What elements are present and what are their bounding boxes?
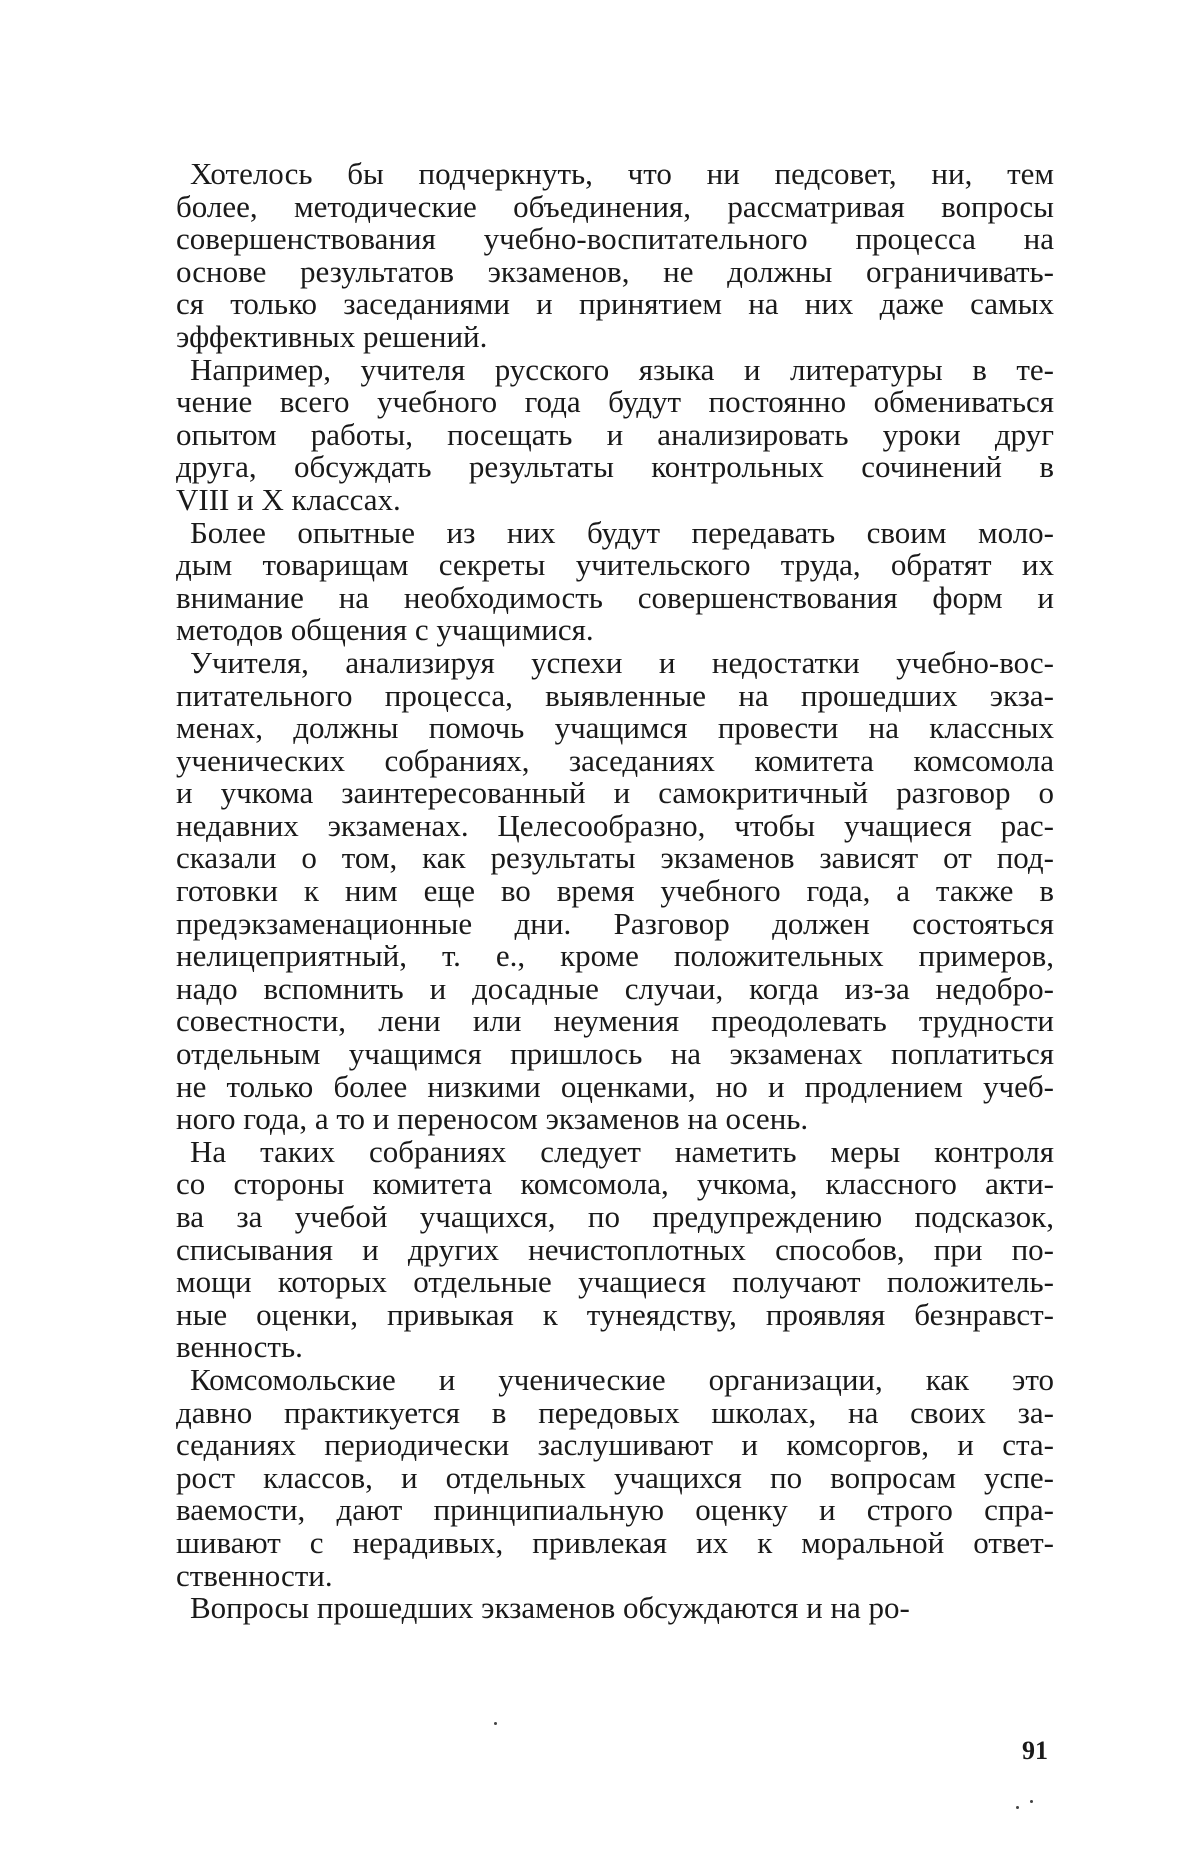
text-line: опытом работы, посещать и анализировать уроки друг	[176, 416, 1054, 452]
text-line: Например, учителя русского языка и литературы в те-	[190, 351, 1054, 387]
text-line: готовки к ним еще во время учебного года, а также в	[176, 873, 1054, 909]
text-line: менах, должны помочь учащимся провести на классных	[176, 710, 1054, 746]
text-line: Комсомольские и ученические организации, как это	[190, 1361, 1054, 1397]
text-line: ученических собраниях, заседаниях комитета комсомола	[176, 742, 1054, 778]
text-line: Хотелось бы подчеркнуть, что ни педсовет, ни, тем	[190, 156, 1054, 191]
text-line: недавних экзаменах. Целесообразно, чтобы учащиеся рас-	[176, 807, 1054, 843]
text-line: ся только заседаниями и принятием на них даже самых	[176, 286, 1054, 322]
text-line: ные оценки, привыкая к тунеядству, проявляя безнравст-	[176, 1296, 1054, 1332]
text-line: списывания и других нечистоплотных способов, при по-	[176, 1231, 1054, 1267]
text-line: На таких собраниях следует наметить меры контроля	[190, 1133, 1054, 1169]
text-line: VIII и X классах.	[176, 481, 401, 517]
print-speck	[1016, 1806, 1019, 1809]
paragraph	[176, 1133, 1054, 1365]
print-speck	[494, 1722, 497, 1725]
text-line: надо вспомнить и досадные случаи, когда из-за недобро-	[176, 970, 1054, 1006]
text-line: дым товарищам секреты учительского труда, обратят их	[176, 547, 1054, 583]
text-line: шивают с нерадивых, привлекая их к моральной ответ-	[176, 1524, 1054, 1560]
text-line: ного года, а то и переносом экзаменов на осень.	[176, 1101, 809, 1137]
text-line: мощи которых отдельные учащиеся получают положитель-	[176, 1264, 1054, 1300]
text-line: ственности.	[176, 1557, 333, 1593]
text-line: нелицеприятный, т. е., кроме положительных примеров,	[176, 938, 1054, 974]
text-line: предэкзаменационные дни. Разговор должен состояться	[176, 905, 1054, 941]
paragraph	[176, 1361, 1054, 1593]
text-line: ваемости, дают принципиальную оценку и строго спра-	[176, 1492, 1054, 1528]
text-line: более, методические объединения, рассматривая вопросы	[176, 188, 1054, 224]
text-line: Более опытные из них будут передавать своим моло-	[190, 514, 1054, 550]
paragraph	[176, 1592, 1054, 1625]
paragraph	[176, 644, 1054, 1137]
text-line: ва за учебой учащихся, по предупреждению подсказок,	[176, 1199, 1054, 1234]
text-line: не только более низкими оценками, но и продлением учеб-	[176, 1068, 1054, 1104]
text-line: чение всего учебного года будут постоянно обмениваться	[176, 384, 1054, 420]
paragraph	[176, 514, 1054, 648]
text-line: отдельным учащимся пришлось на экзаменах поплатиться	[176, 1036, 1054, 1072]
paragraph	[176, 158, 1054, 354]
text-line: методов общения с учащимися.	[176, 612, 594, 648]
text-line: сказали о том, как результаты экзаменов зависят от под-	[176, 840, 1054, 876]
text-line: внимание на необходимость совершенствования форм и	[176, 579, 1054, 615]
text-line: Вопросы прошедших экзаменов обсуждаются и на ро-	[190, 1590, 910, 1626]
text-line: венность.	[176, 1329, 303, 1365]
text-line: Учителя, анализируя успехи и недостатки учебно-вос-	[190, 644, 1054, 680]
text-line: со стороны комитета комсомола, учкома, классного акти-	[176, 1166, 1054, 1202]
text-line: давно практикуется в передовых школах, на своих за-	[176, 1394, 1054, 1430]
page-number: 91	[1022, 1736, 1048, 1765]
text-line: друга, обсуждать результаты контрольных сочинений в	[176, 449, 1054, 485]
print-speck	[1030, 1800, 1033, 1803]
paragraph	[176, 351, 1054, 517]
text-line: седаниях периодически заслушивают и комсоргов, и ста-	[176, 1427, 1054, 1463]
text-line: совершенствования учебно-воспитательного процесса на	[176, 221, 1054, 257]
body-text	[176, 158, 1054, 1625]
text-line: основе результатов экзаменов, не должны ограничивать-	[176, 253, 1054, 289]
text-line: эффективных решений.	[176, 318, 488, 354]
text-line: и учкома заинтересованный и самокритичный разговор о	[176, 775, 1054, 811]
text-line: рост классов, и отдельных учащихся по вопросам успе-	[176, 1459, 1054, 1495]
text-line: питательного процесса, выявленные на прошедших экза-	[176, 677, 1054, 713]
text-line: совестности, лени или неумения преодолевать трудности	[176, 1003, 1054, 1039]
